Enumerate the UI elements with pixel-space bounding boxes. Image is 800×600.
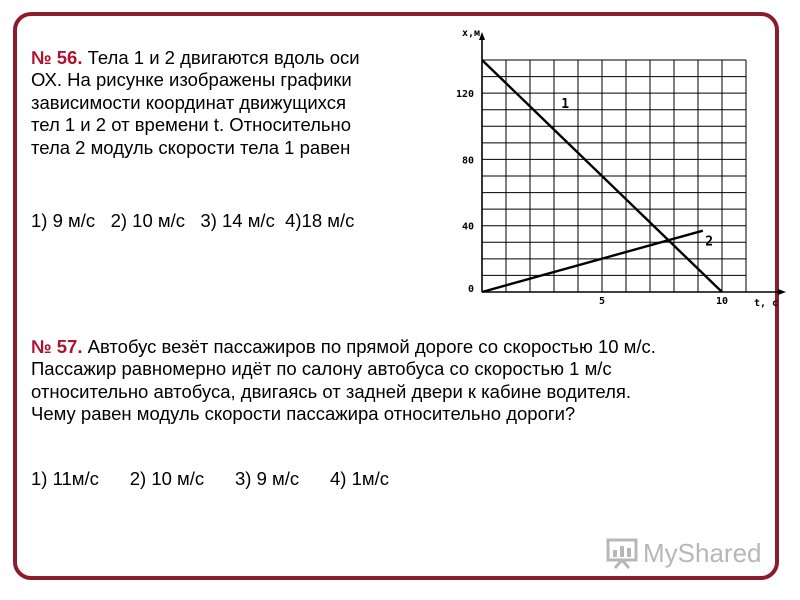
problem-57-text	[31, 336, 791, 426]
series-label-1: 1	[561, 97, 570, 113]
problem-56-option: 1) 9 м/с	[31, 210, 96, 231]
x-axis-arrow	[778, 289, 786, 295]
problem-56-options	[31, 210, 354, 232]
problem-57-option: 4) 1м/с	[330, 468, 389, 489]
presentation-board-icon	[605, 536, 639, 570]
x-tick-label: 5	[598, 296, 606, 307]
problem-56-line: ОХ. На рисунке изображены графики	[31, 69, 352, 91]
y-axis-label: x,м	[462, 28, 481, 39]
problem-56-option: 3) 14 м/с	[200, 210, 275, 231]
watermark-text: MyShared	[643, 537, 762, 568]
series-line-2	[482, 231, 703, 292]
problem-57-line: Пассажир равномерно идёт по салону автобуса со скоростью 1 м/с	[31, 358, 612, 380]
watermark[interactable]	[605, 536, 762, 570]
problem-56-line: Тела 1 и 2 двигаются вдоль оси	[87, 47, 360, 68]
chart-axes	[479, 32, 786, 295]
y-tick-label: 80	[461, 155, 474, 167]
problem-57-number: № 57.	[31, 336, 83, 357]
y-tick-label: 120	[455, 89, 474, 101]
x-tick-label: 10	[715, 296, 729, 307]
problem-57-option: 2) 10 м/с	[129, 468, 205, 489]
position-time-chart	[440, 20, 790, 315]
problem-56-number: № 56.	[31, 47, 83, 68]
problem-57-options	[31, 468, 389, 490]
problem-56-text	[31, 47, 436, 159]
problem-57-line: относительно автобуса, двигаясь от задней двери к кабине водителя.	[31, 380, 632, 402]
problem-57-option: 1) 11м/с	[31, 468, 99, 489]
chart-labels	[456, 28, 778, 309]
problem-57-line: Чему равен модуль скорости пассажира относительно дороги?	[31, 403, 576, 425]
problem-56-option: 2) 10 м/с	[110, 210, 185, 231]
chart-grid	[482, 60, 746, 292]
problem-56-line: тела 2 модуль скорости тела 1 равен	[31, 136, 351, 158]
x-axis-label: t, c	[754, 298, 779, 309]
problem-56-line: тел 1 и 2 от времени t. Относительно	[31, 114, 352, 136]
problem-56-line: зависимости координат движущихся	[31, 91, 346, 113]
problem-57-line: Автобус везёт пассажиров по прямой дороге со скоростью 10 м/с.	[87, 336, 656, 357]
y-tick-label: 40	[461, 221, 474, 233]
series-label-2: 2	[705, 234, 714, 250]
y-tick-label: 0	[467, 284, 474, 295]
problem-57-option: 3) 9 м/с	[235, 468, 300, 489]
problem-56-option: 4)18 м/с	[285, 210, 355, 231]
